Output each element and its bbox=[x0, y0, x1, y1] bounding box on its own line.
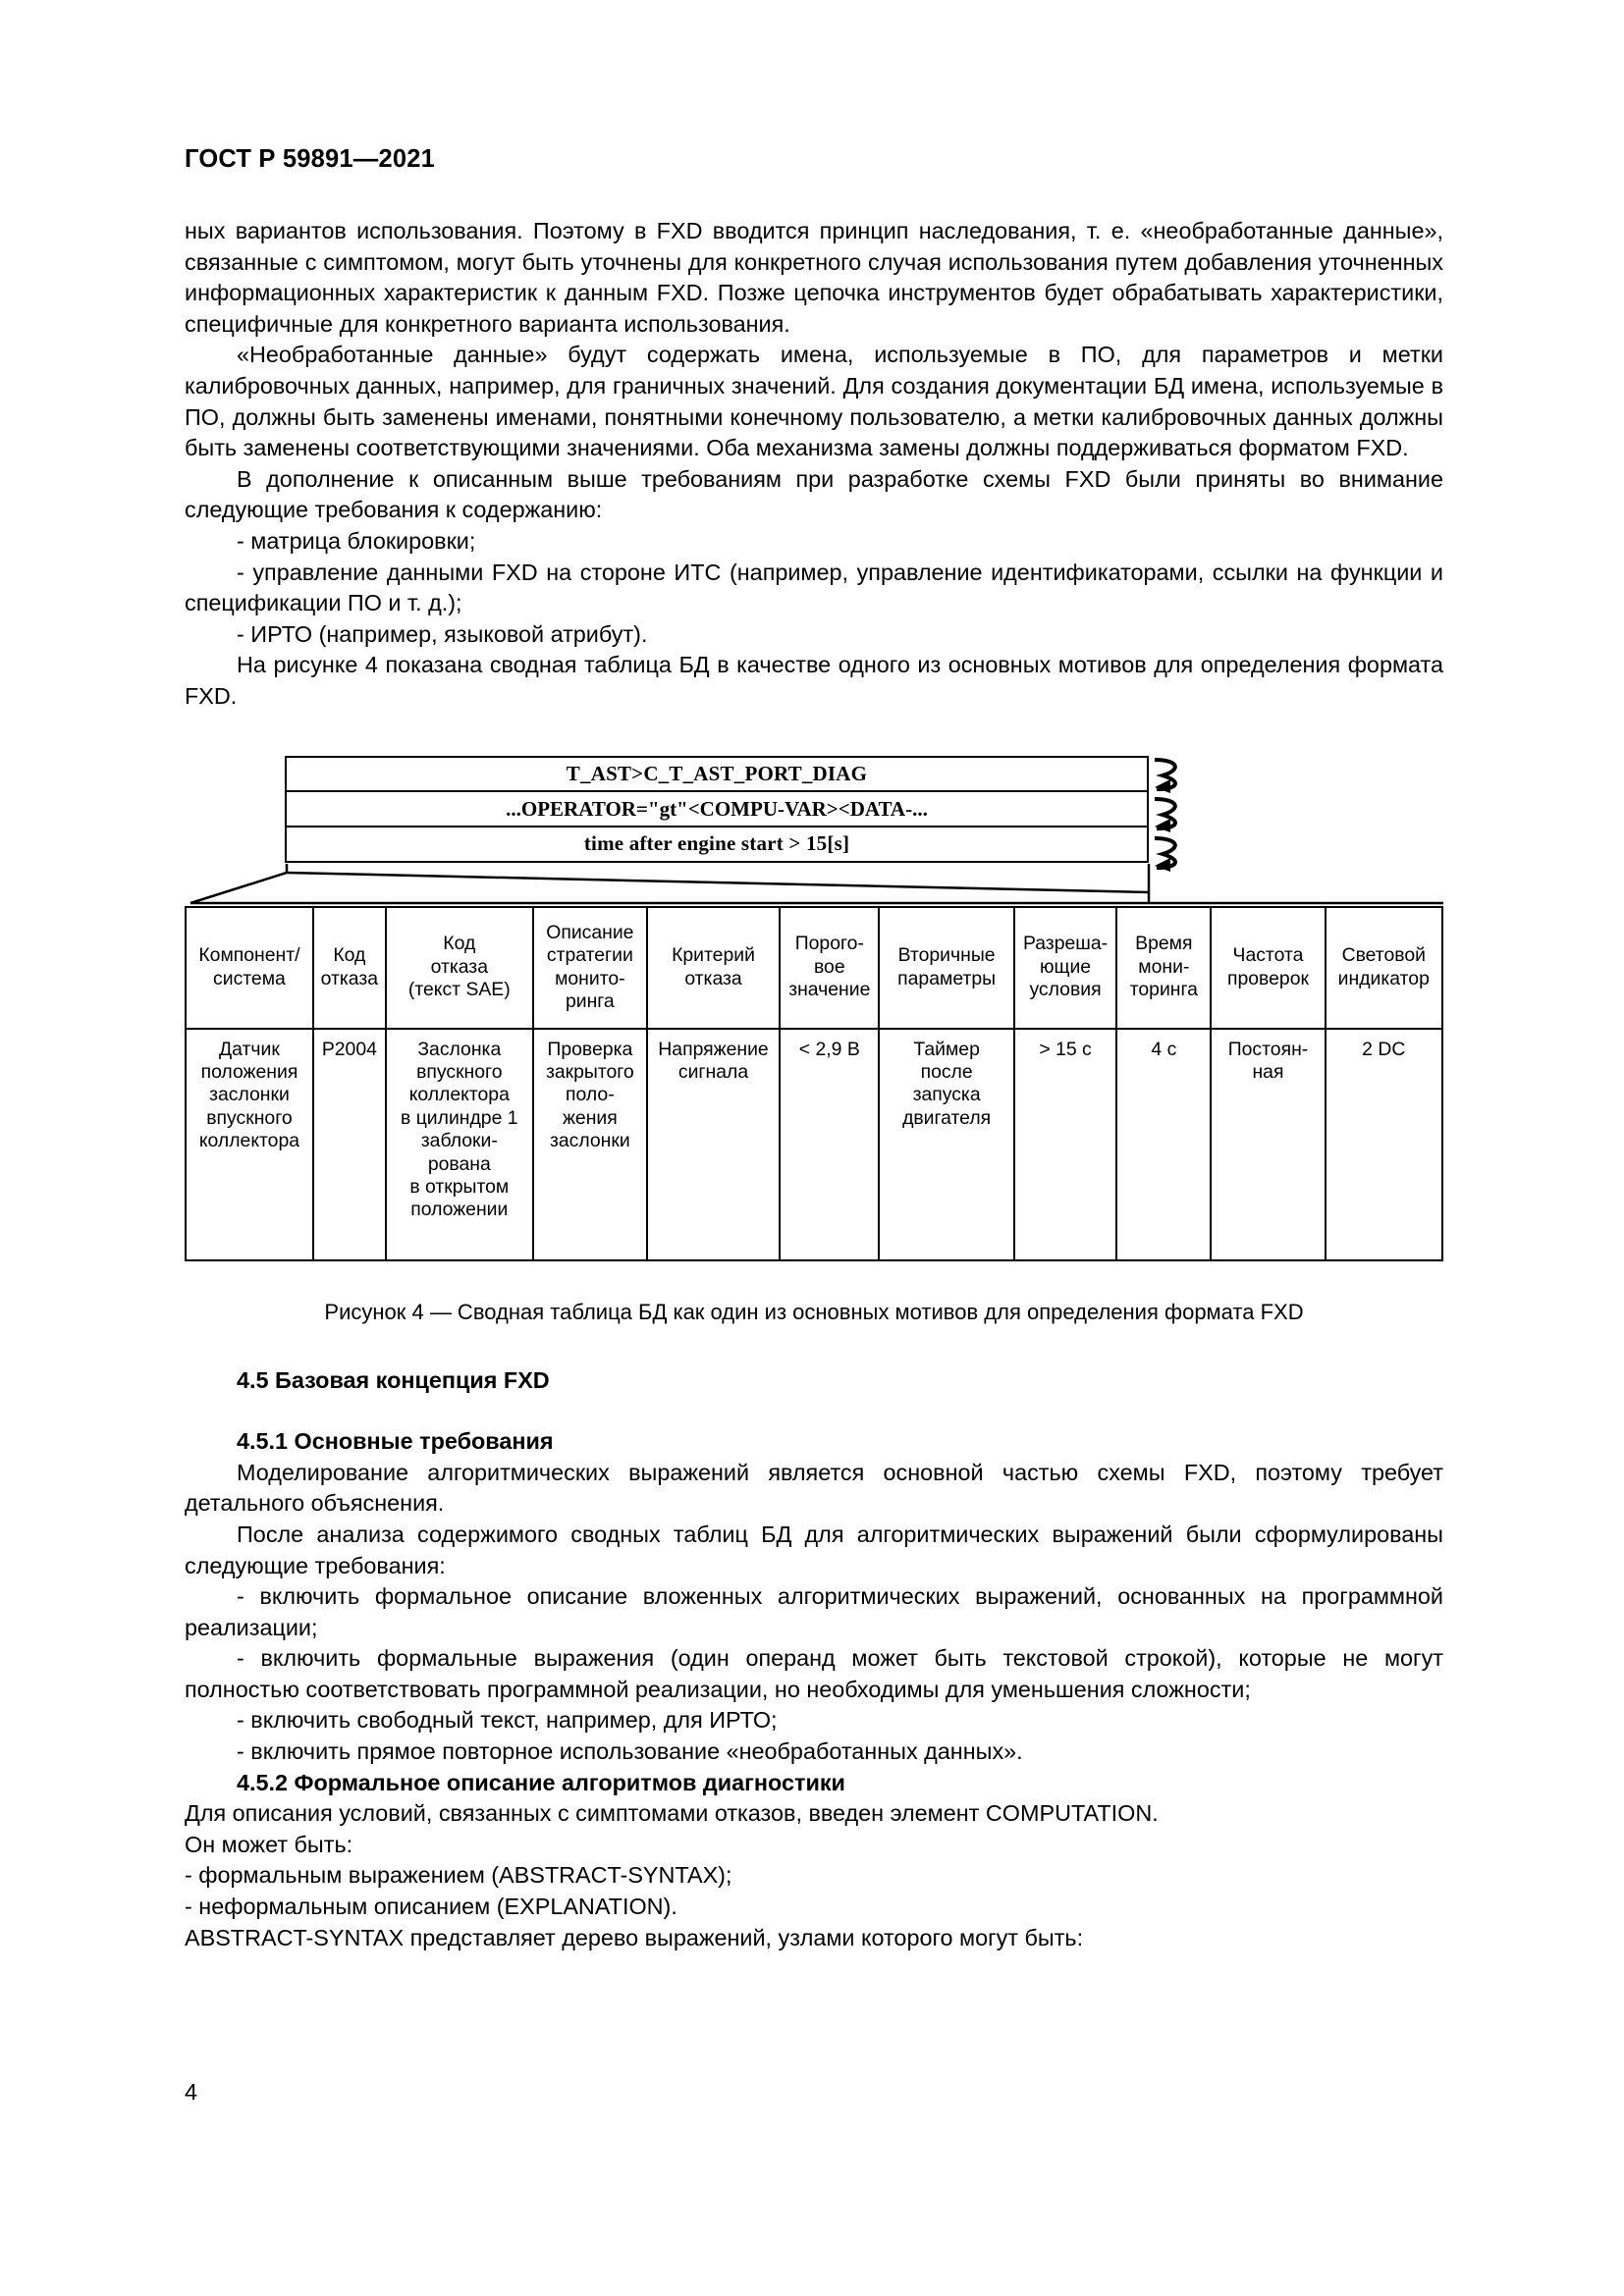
summary-table bbox=[185, 906, 1443, 1261]
figure-caption: Рисунок 4 — Сводная таблица БД как один из основных мотивов для определения формата FXD bbox=[324, 1299, 1304, 1324]
cell-secondary-params: Таймер после запуска двигателя bbox=[879, 1029, 1013, 1260]
cell-fault-code: P2004 bbox=[313, 1029, 386, 1260]
list-item: - управление данными FXD на стороне ИТС (например, управление идентификаторами, ссылки на функции и спецификации ПО и т. д.); bbox=[185, 559, 1443, 616]
cell-threshold: < 2,9 В bbox=[780, 1029, 879, 1260]
col-header-secondary-params: Вторичные параметры bbox=[879, 907, 1013, 1029]
list-item: - включить формальное описание вложенных алгоритмических выражений, основанных на программной реализации; bbox=[185, 1583, 1443, 1640]
paragraph: Для описания условий, связанных с симптомами отказов, введен элемент COMPUTATION. bbox=[185, 1800, 1159, 1827]
cell-check-frequency: Постоян- ная bbox=[1211, 1029, 1325, 1260]
cell-fault-criterion: Напряжение сигнала bbox=[647, 1029, 780, 1260]
page-content bbox=[185, 145, 1443, 1953]
figure-connector bbox=[185, 863, 1443, 906]
list-item: - включить свободный текст, например, для ИРТО; bbox=[237, 1707, 778, 1734]
connector-lines-icon bbox=[185, 863, 1443, 906]
body-block-1 bbox=[185, 216, 1443, 713]
table-header-row bbox=[186, 907, 1442, 1029]
col-header-monitoring-strategy: Описание стратегии монито- ринга bbox=[533, 907, 647, 1029]
stack-row-2: ...OPERATOR="gt"<COMPU-VAR><DATA-... bbox=[285, 790, 1149, 828]
cell-component: Датчик положения заслонки впускного коллектора bbox=[186, 1029, 313, 1260]
cell-enable-conditions: > 15 с bbox=[1014, 1029, 1117, 1260]
squiggly-arrows-icon bbox=[1149, 752, 1210, 878]
body-block-3 bbox=[185, 1798, 1443, 1953]
figure-body bbox=[185, 756, 1443, 1326]
col-header-component: Компонент/ система bbox=[186, 907, 313, 1029]
stack-row-1: T_AST>C_T_AST_PORT_DIAG bbox=[285, 756, 1149, 793]
list-item: - неформальным описанием (EXPLANATION). bbox=[185, 1894, 677, 1920]
list-item: - ИРТО (например, языковой атрибут). bbox=[237, 620, 648, 647]
paragraph: После анализа содержимого сводных таблиц БД для алгоритмических выражений были сформулированы следующие требования: bbox=[185, 1521, 1443, 1578]
list-item: - матрица блокировки; bbox=[237, 527, 476, 554]
heading-4-5: 4.5 Базовая концепция FXD bbox=[237, 1366, 550, 1393]
heading-4-5-2: 4.5.2 Формальное описание алгоритмов диагностики bbox=[237, 1769, 845, 1795]
expression-stack bbox=[285, 756, 1149, 863]
body-block-2 bbox=[185, 1458, 1443, 1768]
col-header-fault-code-sae: Код отказа (текст SAE) bbox=[386, 907, 533, 1029]
paragraph: Моделирование алгоритмических выражений является основной частью схемы FXD, поэтому требует детального объяснения. bbox=[185, 1459, 1443, 1517]
running-header: ГОСТ Р 59891—2021 bbox=[185, 145, 436, 173]
table-row bbox=[186, 1029, 1442, 1260]
list-item: - включить прямое повторное использование «необработанных данных». bbox=[237, 1738, 1023, 1765]
paragraph: На рисунке 4 показана сводная таблица БД в качестве одного из основных мотивов для определения формата FXD. bbox=[185, 652, 1443, 709]
cell-fault-code-sae: Заслонка впускного коллектора в цилиндре 1 заблоки- рована в открытом положении bbox=[386, 1029, 533, 1260]
col-header-fault-code: Код отказа bbox=[313, 907, 386, 1029]
col-header-enable-conditions: Разреша- ющие условия bbox=[1014, 907, 1117, 1029]
col-header-check-frequency: Частота проверок bbox=[1211, 907, 1325, 1029]
col-header-threshold: Порого- вое значение bbox=[780, 907, 879, 1029]
cell-indicator-light: 2 DC bbox=[1326, 1029, 1442, 1260]
paragraph: ABSTRACT-SYNTAX представляет дерево выражений, узлами которого могут быть: bbox=[185, 1924, 1084, 1950]
cell-monitoring-time: 4 с bbox=[1116, 1029, 1211, 1260]
paragraph: В дополнение к описанным выше требованиям при разработке схемы FXD были приняты во внимание следующие требования к содержанию: bbox=[185, 465, 1443, 523]
paragraph: «Необработанные данные» будут содержать имена, используемые в ПО, для параметров и метки калибровочных данных, например, для граничных значений. Для создания документации БД имена, используемые в ПО, должны быть заменены именами, понятными конечному пользователю, а метки калибровочных данных должны быть заменены соответствующими значениями. Оба механизма замены должны поддерживаться форматом FXD. bbox=[185, 342, 1443, 461]
stack-row-3: time after engine start > 15[s] bbox=[285, 826, 1149, 863]
figure-4 bbox=[185, 756, 1443, 1326]
col-header-indicator-light: Световой индикатор bbox=[1326, 907, 1442, 1029]
cell-monitoring-strategy: Проверка закрытого поло- жения заслонки bbox=[533, 1029, 647, 1260]
col-header-monitoring-time: Время мони- торинга bbox=[1116, 907, 1211, 1029]
col-header-fault-criterion: Критерий отказа bbox=[647, 907, 780, 1029]
list-item: - формальным выражением (ABSTRACT-SYNTAX); bbox=[185, 1862, 732, 1889]
page-number: 4 bbox=[185, 2079, 198, 2105]
paragraph: Он может быть: bbox=[185, 1831, 353, 1857]
paragraph: ных вариантов использования. Поэтому в FXD вводится принцип наследования, т. е. «необработанные данные», связанные с симптомом, могут быть уточнены для конкретного случая использования путем добавления уточненных информационных характеристик к данным FXD. Позже цепочка инструментов будет обрабатывать характеристики, специфичные для конкретного варианта использования. bbox=[185, 218, 1443, 337]
heading-4-5-1: 4.5.1 Основные требования bbox=[237, 1428, 554, 1455]
list-item: - включить формальные выражения (один операнд может быть текстовой строкой), которые не могут полностью соответствовать программной реализации, но необходимы для уменьшения сложности; bbox=[185, 1645, 1443, 1702]
